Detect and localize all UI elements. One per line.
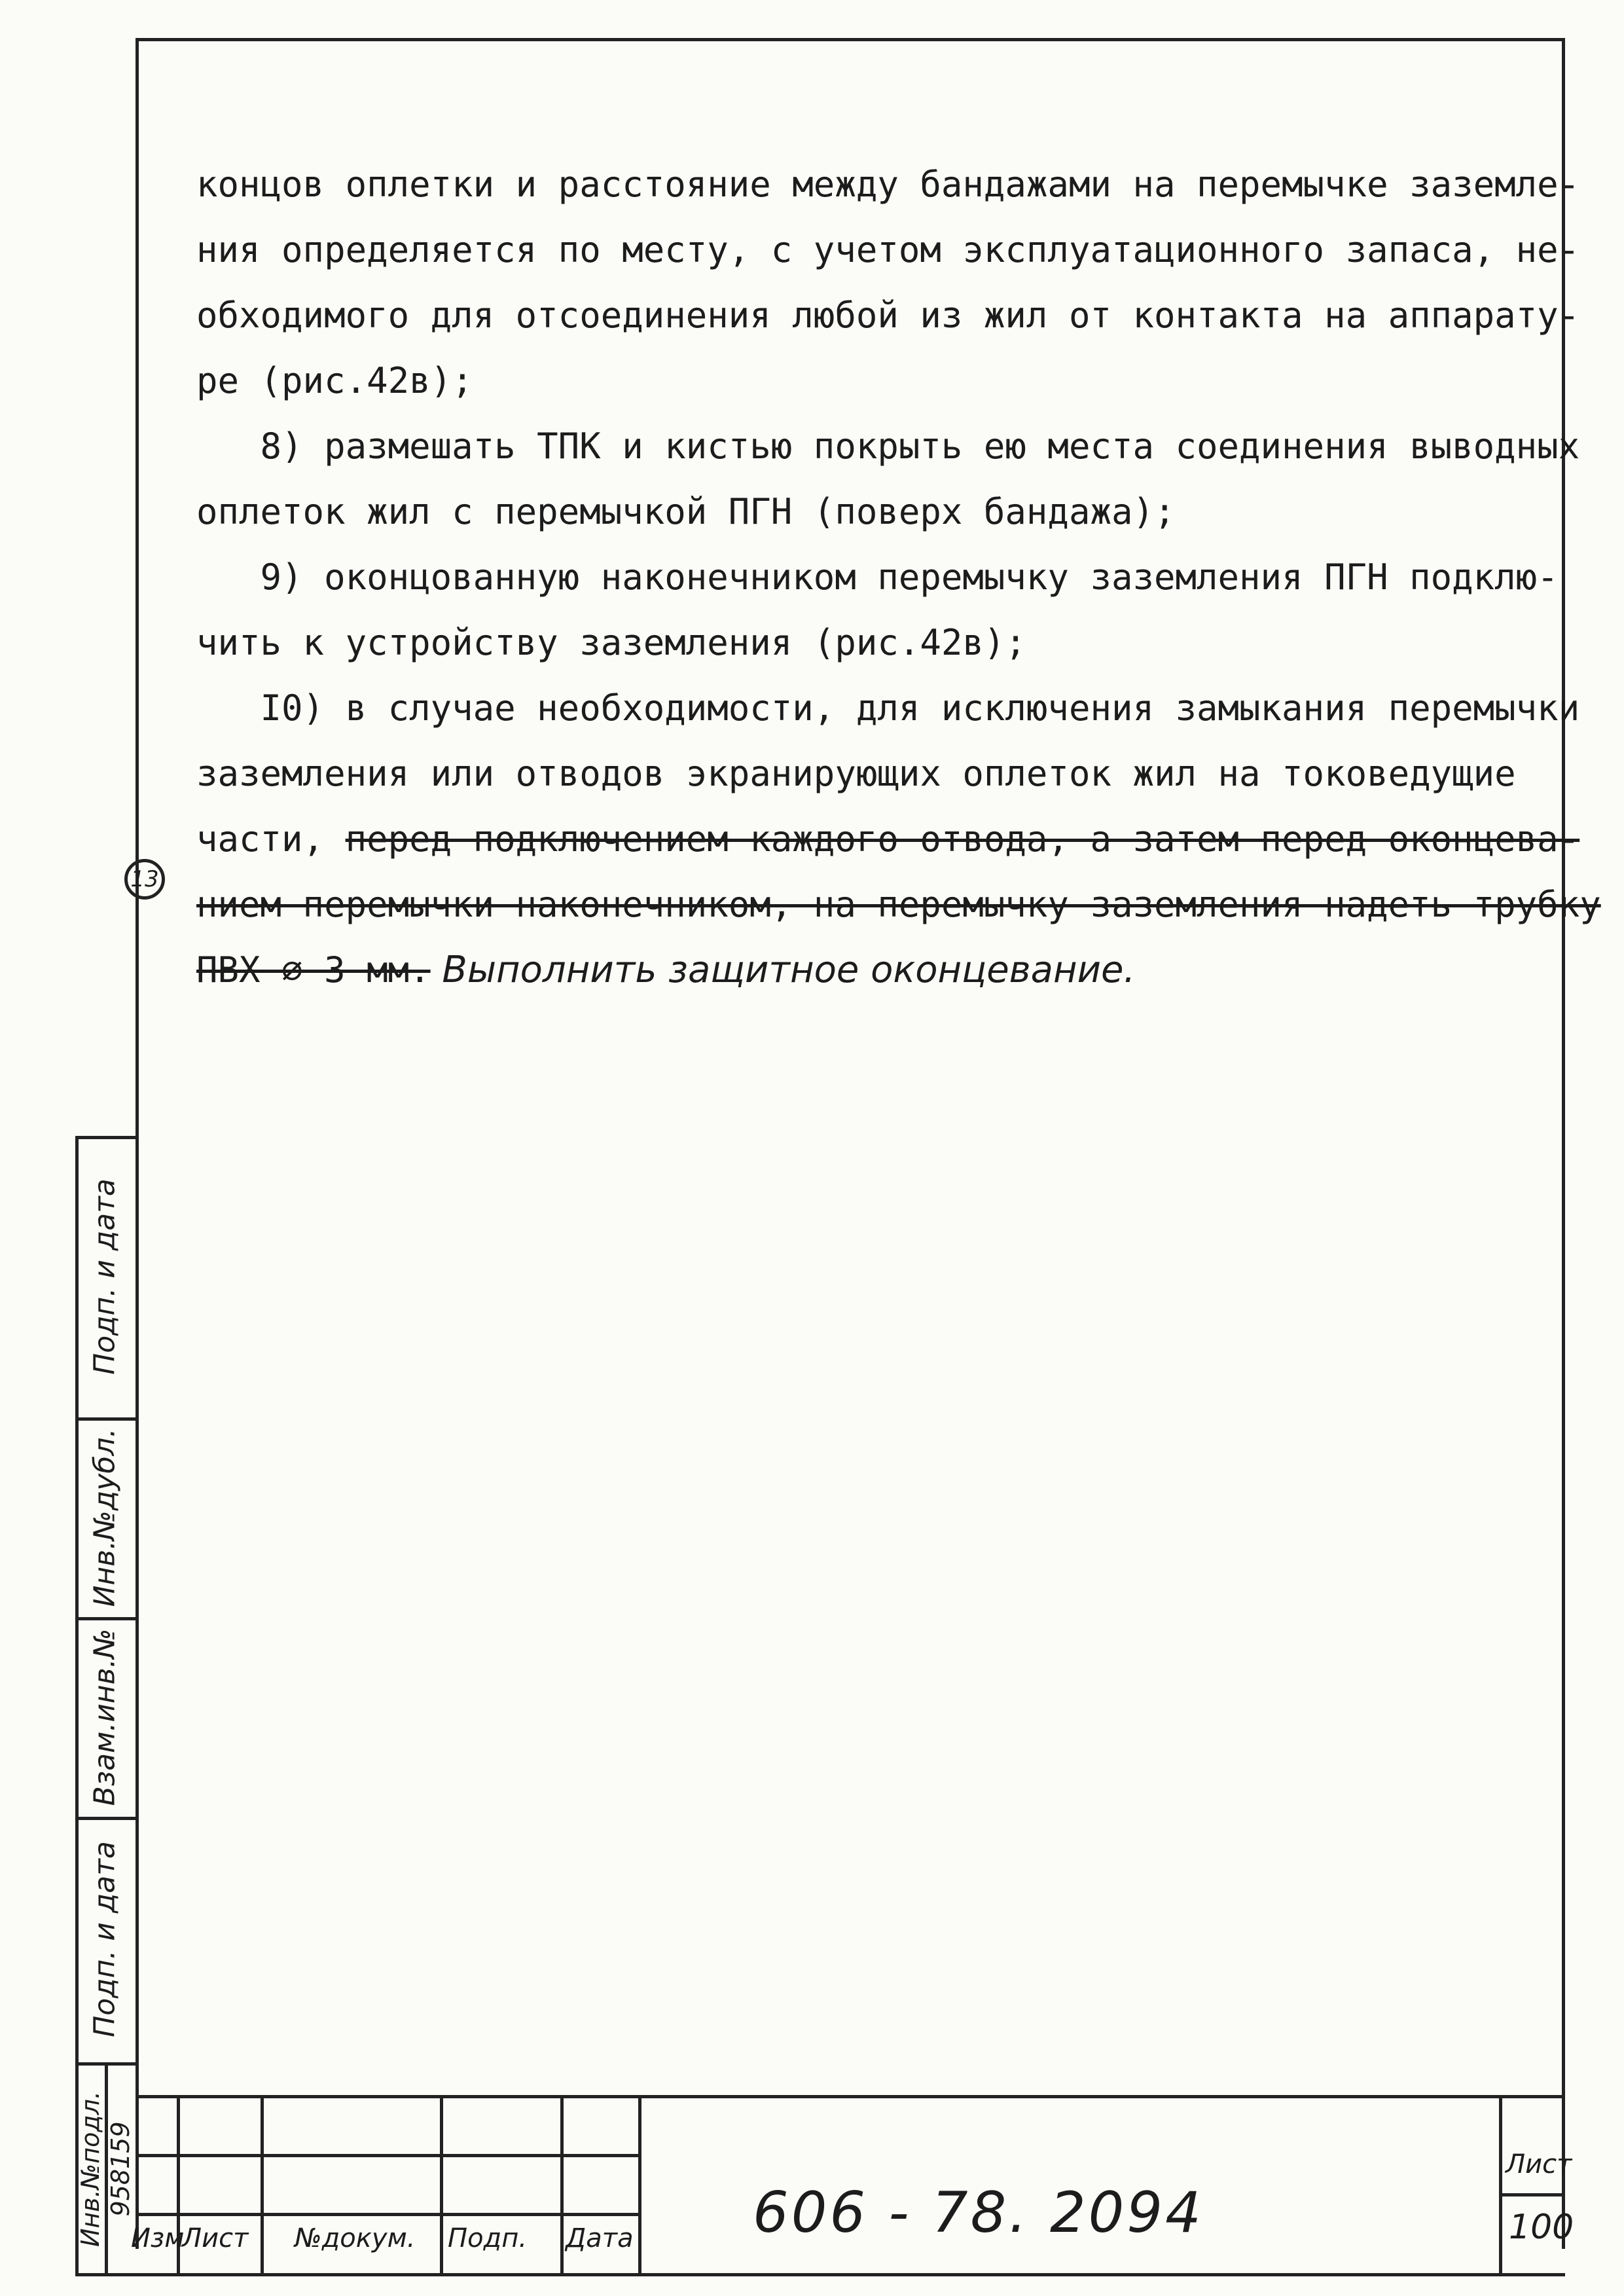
text-line: концов оплетки и расстояние между бандажами на перемычке заземле- [196,164,1580,205]
text-line: 9) оконцованную наконечником перемычку заземления ПГН подклю- [196,556,1559,598]
text-line: обходимого для отсоединения любой из жил от контакта на аппарату- [196,295,1580,336]
title-block-label: Лист [182,2223,249,2253]
title-block-border [135,2273,1565,2276]
title-block-label: №докум. [295,2223,416,2253]
inventory-number: 958159 [106,2121,135,2217]
struck-text: нием перемычки наконечником, на перемычку заземления надеть трубку [196,884,1601,925]
text-line [196,938,1135,1003]
side-stamp-label: Инв.№подл. [76,2090,105,2248]
side-stamp-label: Подп. и дата [88,1841,122,2037]
sheet-number: 100 [1509,2208,1574,2247]
title-block-border [135,2095,1565,2098]
title-block-border [440,2095,443,2276]
title-block-border [1499,2095,1502,2276]
revision-circle-mark: 13 [124,859,165,900]
text-line: заземления или отводов экранирующих оплеток жил на токоведущие [196,753,1516,794]
title-block-border [638,2095,641,2276]
side-stamp-label: Подп. и дата [88,1178,122,1375]
title-block-border [135,2154,641,2157]
text-fragment: части, [196,818,346,860]
text-line: оплеток жил с перемычкой ПГН (поверх бандажа); [196,491,1176,532]
struck-text: ПВХ ∅ 3 мм. [196,949,431,991]
text-line: I0) в случае необходимости, для исключения замыкания перемычки [196,687,1580,729]
title-block-label: Дата [566,2223,634,2253]
struck-text: перед подключением каждого отвода, а затем перед оконцева- [345,818,1580,860]
document-code: 606 - 78. 2094 [753,2180,1204,2246]
side-stamp-label: Взам.инв.№ [88,1628,122,1806]
title-block-border [135,2213,641,2216]
side-stamp-divider [75,1417,135,1421]
text-line: ре (рис.42в); [196,360,473,401]
handwritten-correction: Выполнить защитное оконцевание. [430,949,1136,991]
side-stamp-label: Инв.№дубл. [88,1428,122,1607]
text-line: 8) размешать ТПК и кистью покрыть ею места соединения выводных [196,426,1580,467]
side-stamp-divider [75,1617,135,1620]
title-block-border [560,2095,564,2276]
sheet-label: Лист [1506,2149,1572,2179]
title-block-label: Изм [131,2223,185,2253]
text-line: чить к устройству заземления (рис.42в); [196,622,1026,663]
text-line [196,807,1579,872]
text-line: ния определяется по месту, с учетом эксплуатационного запаса, не- [196,229,1580,270]
side-stamp-divider [75,1817,135,1820]
title-block-border [261,2095,264,2276]
title-block-label: Подп. [448,2223,528,2253]
title-block-border [1499,2193,1565,2196]
